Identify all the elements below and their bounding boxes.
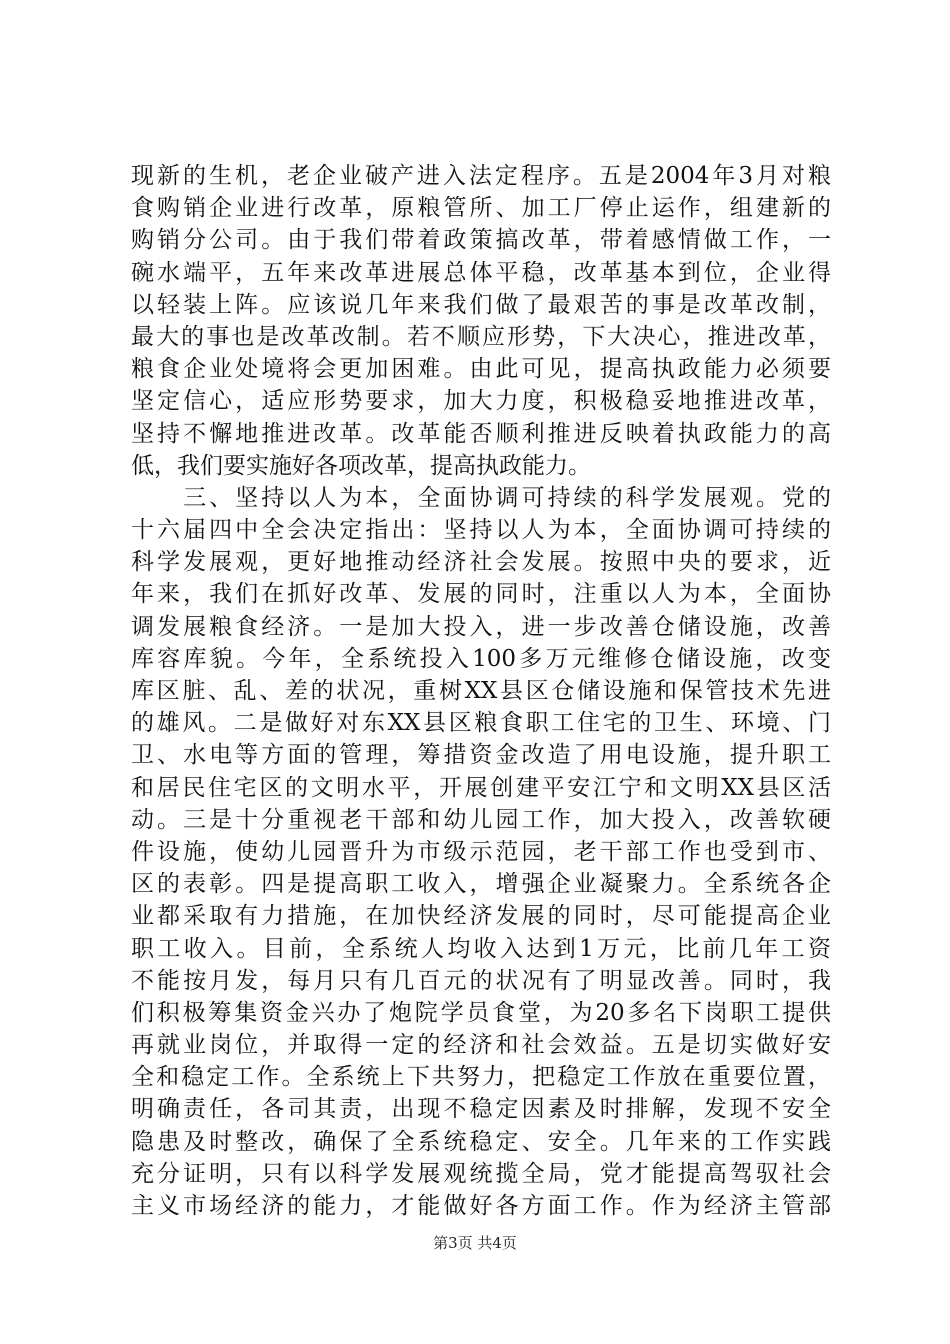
- text-line: 调发展粮食经济。一是加大投入，进一步改善仓储设施，改善: [131, 613, 831, 640]
- text-line: 年来，我们在抓好改革、发展的同时，注重以人为本，全面协: [131, 581, 831, 608]
- body-text: [131, 160, 831, 1222]
- text-line: 件设施，使幼儿园晋升为市级示范园，老干部工作也受到市、: [131, 838, 831, 865]
- text-line: 坚持不懈地推进改革。改革能否顺利推进反映着执政能力的高: [131, 420, 831, 447]
- text-line: 最大的事也是改革改制。若不顺应形势，下大决心，推进改革，: [131, 323, 831, 350]
- text-line: 主义市场经济的能力，才能做好各方面工作。作为经济主管部: [131, 1193, 831, 1219]
- text-line: 全和稳定工作。全系统上下共努力，把稳定工作放在重要位置，: [131, 1064, 831, 1091]
- text-line: 再就业岗位，并取得一定的经济和社会效益。五是切实做好安: [131, 1032, 831, 1059]
- text-line: 三、坚持以人为本，全面协调可持续的科学发展观。党的: [131, 484, 831, 511]
- text-line: 区的表彰。四是提高职工收入，增强企业凝聚力。全系统各企: [131, 871, 831, 898]
- text-line: 库区脏、乱、差的状况，重树XX县区仓储设施和保管技术先进: [131, 678, 831, 704]
- text-line: 粮食企业处境将会更加困难。由此可见，提高执政能力必须要: [131, 356, 831, 383]
- text-line: 库容库貌。今年，全系统投入100多万元维修仓储设施，改变: [131, 645, 831, 672]
- text-line: 坚定信心，适应形势要求，加大力度，积极稳妥地推进改革，: [131, 388, 831, 415]
- text-line: 食购销企业进行改革，原粮管所、加工厂停止运作，组建新的: [131, 195, 831, 222]
- text-line: 不能按月发，每月只有几百元的状况有了明显改善。同时，我: [131, 967, 831, 994]
- text-line: 以轻装上阵。应该说几年来我们做了最艰苦的事是改革改制，: [131, 291, 831, 318]
- text-line: 动。三是十分重视老干部和幼儿园工作，加大投入，改善软硬: [131, 806, 831, 833]
- text-line: 的雄风。二是做好对东XX县区粮食职工住宅的卫生、环境、门: [131, 710, 831, 737]
- text-line: 业都采取有力措施，在加快经济发展的同时，尽可能提高企业: [131, 903, 831, 930]
- text-line: 充分证明，只有以科学发展观统揽全局，党才能提高驾驭社会: [131, 1160, 831, 1187]
- text-line: 明确责任，各司其责，出现不稳定因素及时排解，发现不安全: [131, 1096, 831, 1123]
- text-line: 碗水端平，五年来改革进展总体平稳，改革基本到位，企业得: [131, 259, 831, 286]
- page-footer: 第3页 共4页: [433, 1234, 517, 1252]
- text-line: 职工收入。目前，全系统人均收入达到1万元，比前几年工资: [131, 935, 831, 962]
- text-line: 隐患及时整改，确保了全系统稳定、安全。几年来的工作实践: [131, 1128, 831, 1155]
- text-line: 科学发展观，更好地推动经济社会发展。按照中央的要求，近: [131, 549, 831, 576]
- text-line: 现新的生机，老企业破产进入法定程序。五是2004年3月对粮: [131, 163, 831, 189]
- text-line: 和居民住宅区的文明水平，开展创建平安江宁和文明XX县区活: [131, 774, 831, 801]
- text-line: 购销分公司。由于我们带着政策搞改革，带着感情做工作，一: [131, 227, 831, 254]
- text-line: 卫、水电等方面的管理，筹措资金改造了用电设施，提升职工: [131, 742, 831, 769]
- text-line: 低，我们要实施好各项改革，提高执政能力。: [131, 452, 591, 479]
- text-line: 们积极筹集资金兴办了炮院学员食堂，为20多名下岗职工提供: [131, 999, 831, 1026]
- text-line: 十六届四中全会决定指出：坚持以人为本，全面协调可持续的: [131, 517, 831, 544]
